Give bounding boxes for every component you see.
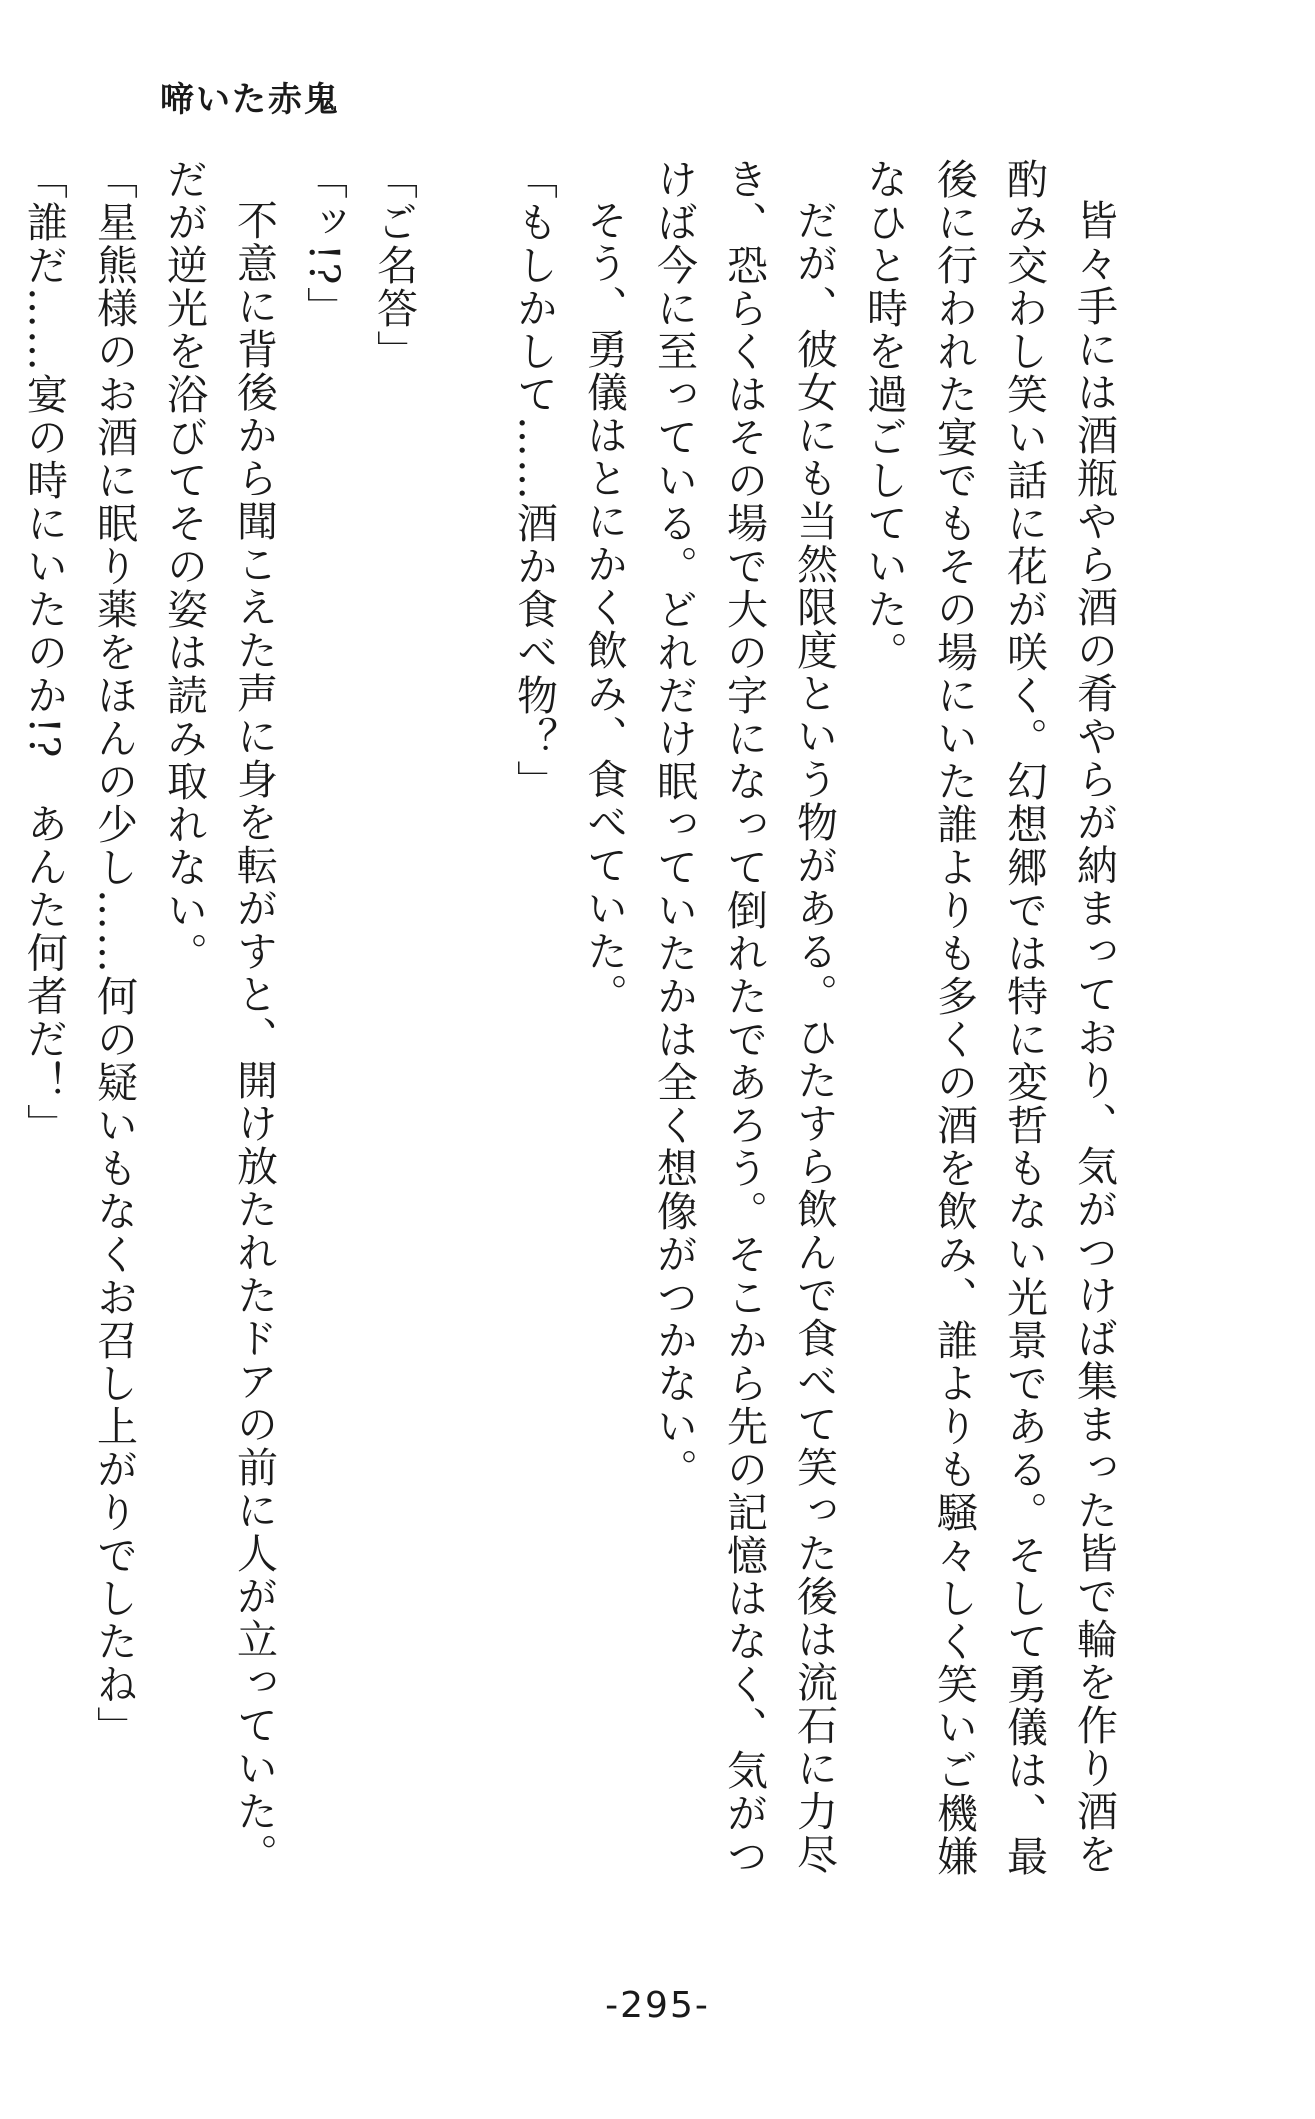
dialogue-line: 「ご名答」 <box>370 158 418 373</box>
paragraph: 不意に背後から聞こえた声に身を転がすと、開け放たれたドアの前に人が立っていた。だが逆光を浴びてその姿は読み取れない。 <box>160 158 278 1876</box>
dialogue-line <box>0 158 9 1893</box>
paragraph: 皆々手には酒瓶やら酒の肴やらが納まっており、気がつけば集まった皆で輪を作り酒を酌み交わし笑い話に花が咲く。幻想郷では特に変哲もない光景である。そして勇儀は、最後に行われた宴でもその場にいた誰よりも多くの酒を飲み、誰よりも騒々しく笑いご機嫌なひと時を過ごしていた。 <box>860 158 1118 1878</box>
vertical-body-text <box>20 158 1129 1893</box>
paragraph: そう、勇儀はとにかく飲み、食べていた。 <box>580 199 628 1016</box>
dialogue-line: 「星熊様のお酒に眠り薬をほんの少し……何の疑いもなくお召し上がりでしたね」 <box>90 158 138 1749</box>
paragraph: だが、彼女にも当然限度という物がある。ひたすら飲んで食べて笑った後は流石に力尽き、恐らくはその場で大の字になって倒れたであろう。そこから先の記憶はなく、気がつけば今に至っている。どれだけ眠っていたかは全く想像がつかない。 <box>650 158 838 1878</box>
dialogue-line: 「誰だ……宴の時にいたのか!? あんた何者だ！」 <box>20 158 68 1147</box>
dialogue-line: 「ッ!?」 <box>300 158 348 330</box>
dialogue-line: 「もしかして……酒か食べ物？」 <box>510 158 558 803</box>
running-title: 啼いた赤鬼 <box>160 80 340 120</box>
page-number: -295- <box>605 1985 710 2026</box>
